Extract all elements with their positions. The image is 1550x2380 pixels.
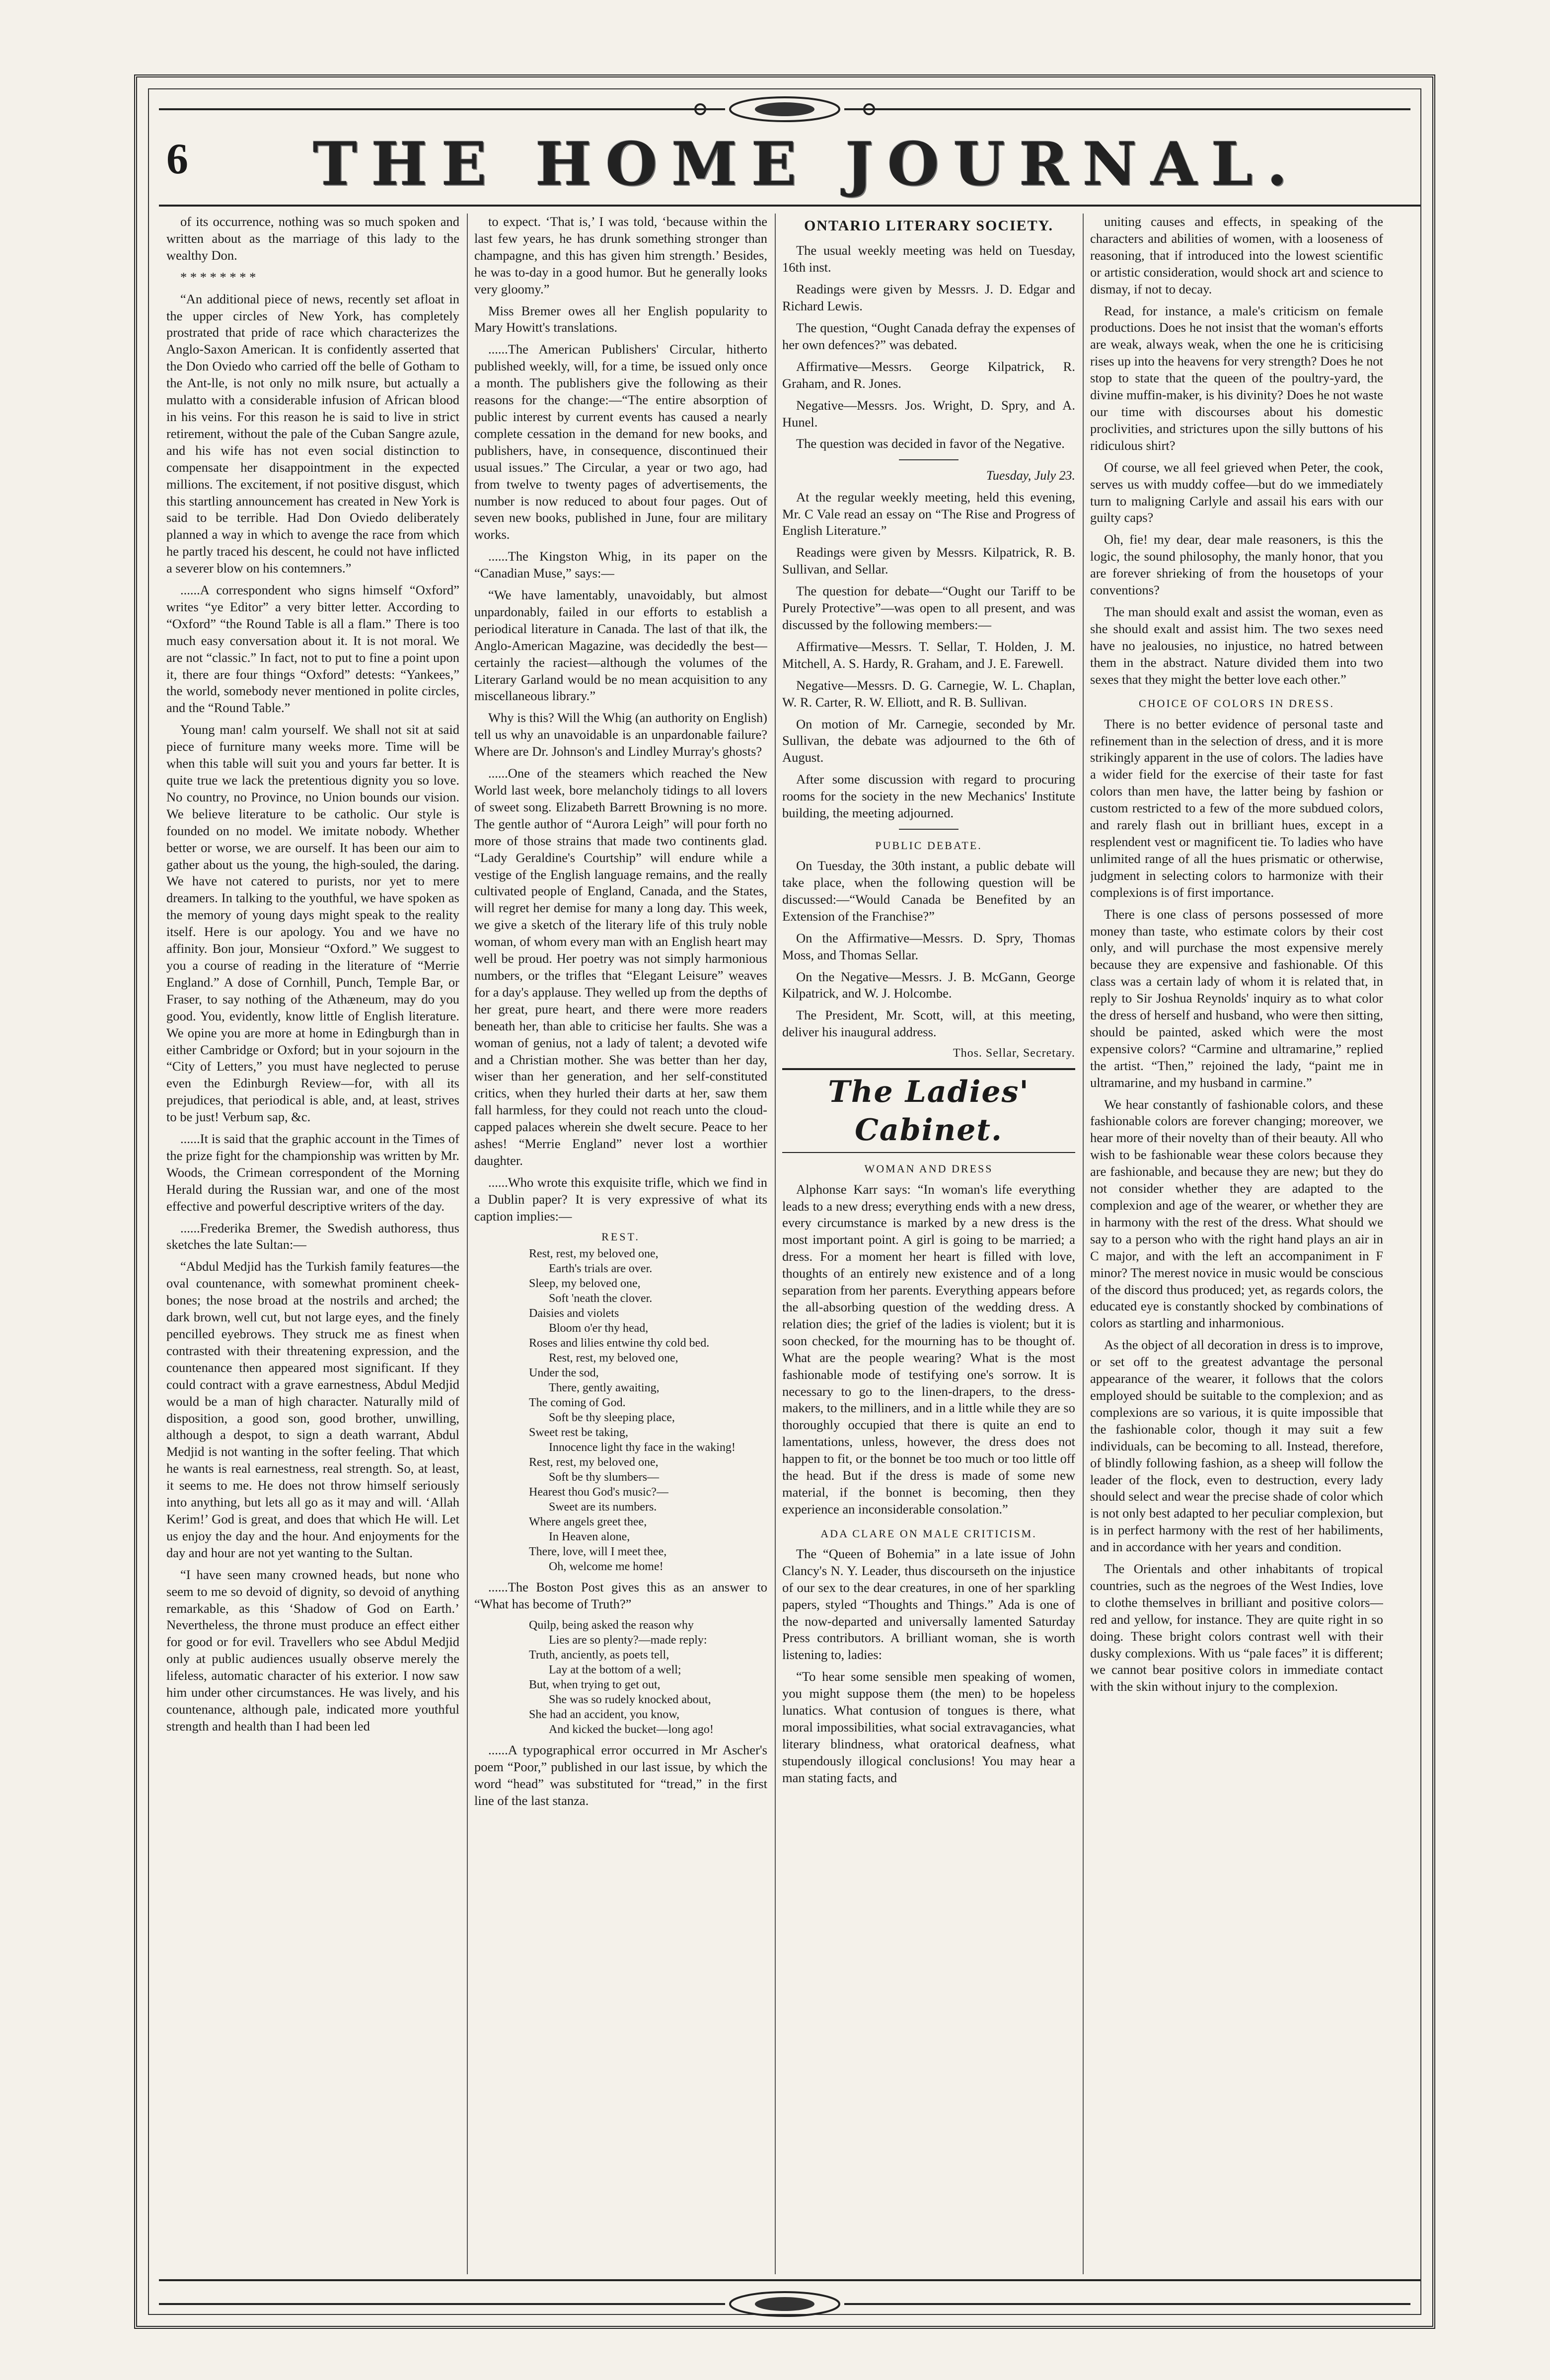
society-paragraph: Negative—Messrs. D. G. Carnegie, W. L. Chaplan, W. R. Carter, R. W. Elliott, and R. B. Sullivan. <box>782 677 1075 710</box>
article-paragraph: ......It is said that the graphic account in the Times of the prize fight for the championship was written by Mr. Woods, the Crimean correspondent of the Morning Herald during the Russian war, and one of the most effective and powerful descriptive writers of the day. <box>166 1131 459 1214</box>
poem-rest <box>529 1230 767 1575</box>
poem-line: She was so rudely knocked about, <box>549 1693 711 1706</box>
bottom-rule <box>159 2279 1420 2281</box>
poem-line: Sweet rest be taking, <box>529 1426 628 1440</box>
poem-line: Soft be thy sleeping place, <box>549 1411 675 1425</box>
page-number: 6 <box>166 135 188 183</box>
society-paragraph: Negative—Messrs. Jos. Wright, D. Spry, and A. Hunel. <box>782 397 1075 430</box>
colors-paragraph: There is one class of persons possessed of more money than taste, who estimate colors by their cost only, and will purchase the most expensive merely because they are expensive and fashionable. Of this class was a certain lady of whom it is related that, in reply to Sir Joshua Reynolds' inquiry as to what color the dress of herself and husband, who were then sitting, should be painted, asked which were the most expensive colors? “Carmine and ultramarine,” replied the artist. “Then,” rejoined the lady, “paint me in ultramarine, and my husband in carmine.” <box>1090 906 1383 1090</box>
criticism-paragraph: Oh, fie! my dear, dear male reasoners, is this the logic, the sound philosophy, the manly honor, that you are forever shrieking of from the housetops of your conventions? <box>1090 532 1383 598</box>
column-4 <box>1090 214 1383 2274</box>
society-paragraph: The question for debate—“Ought our Tariff to be Purely Protective”—was open to all present, and was discussed by the following members:— <box>782 583 1075 632</box>
debate-paragraph: On Tuesday, the 30th instant, a public debate will take place, when the following question will be discussed:—“Would Canada be Benefited by an Extension of the Franchise?” <box>782 858 1075 924</box>
short-rule <box>899 829 959 830</box>
column-separator <box>775 214 776 2274</box>
poem-line: Hearest thou God's music?— <box>529 1486 668 1499</box>
poem-line: Where angels greet thee, <box>529 1515 647 1529</box>
poem-line: Rest, rest, my beloved one, <box>549 1352 678 1365</box>
masthead-rule <box>159 205 1420 207</box>
poem-line: Daisies and violets <box>529 1307 619 1320</box>
debate-paragraph: On the Affirmative—Messrs. D. Spry, Thomas Moss, and Thomas Sellar. <box>782 930 1075 962</box>
colors-paragraph: The Orientals and other inhabitants of tropical countries, such as the negroes of the West Indies, love to clothe themselves in brilliant and positive colors—red and yellow, for instance. They are quite right in so doing. These bright colors contrast well with their dusky complexions. With us “pale faces” it is different; we cannot bear positive colors in immediate contact with the skin without injury to the complexion. <box>1090 1561 1383 1694</box>
poem-line: Innocence light thy face in the waking! <box>549 1441 736 1454</box>
society-paragraph: At the regular weekly meeting, held this evening, Mr. C Vale read an essay on “The Rise and Progress of English Literature.” <box>782 489 1075 538</box>
ladies-cabinet-banner: The Ladies' Cabinet. <box>782 1068 1075 1154</box>
society-paragraph: Affirmative—Messrs. T. Sellar, T. Holden, J. M. Mitchell, A. S. Hardy, R. Graham, and J. E. Farewell. <box>782 639 1075 671</box>
poem-line: There, gently awaiting, <box>549 1381 660 1395</box>
article-paragraph: “I have seen many crowned heads, but none who seem to me so devoid of dignity, so devoid of anything remarkable, as this ‘Shadow of God on Earth.’ Nevertheless, the throne must produce an effect either for good or for evil. Travellers who see Abdul Medjid only at public audiences usually observe merely the lifeless, automatic character of his exterior. I now saw him under other circumstances. He was lively, and his countenance, although pale, indicated more youthful strength and health than I had been led <box>166 1567 459 1733</box>
boston-post-paragraph: ......The Boston Post gives this as an answer to “What has become of Truth?” <box>474 1580 767 1611</box>
criticism-paragraph: The man should exalt and assist the woman, even as she should exalt and assist him. The two sexes need have no jealousies, no injustice, no hatred between them in the abstract. Nature divided them into two sexes that they might the better love each other.” <box>1090 604 1383 687</box>
society-paragraph: Readings were given by Messrs. J. D. Edgar and Richard Lewis. <box>782 282 1075 314</box>
criticism-paragraph: “To hear some sensible men speaking of women, you might suppose them (the men) to be hopeless lunatics. What contusion of tongues is there, what moral impossibilities, what social extravagancies, what literary blindness, what oratorical deafness, what stupendously illogical conclusions! You may hear a man stating facts, and <box>782 1669 1075 1785</box>
poem-line: In Heaven alone, <box>549 1530 630 1544</box>
public-debate-heading: PUBLIC DEBATE. <box>875 839 982 852</box>
debate-paragraph: The President, Mr. Scott, will, at this meeting, deliver his inaugural address. <box>782 1008 1075 1040</box>
article-paragraph: ......The American Publishers' Circular, hitherto published weekly, will, for a time, be issued only once a month. The publishers give the following as their reasons for the change:—“The entire absorption of public interest by current events has caused a nearly complete cessation in the demand for new books, and publishers, have, in consequence, discontinued their usual issues.” The Circular, a year or two ago, had from twelve to twenty pages of advertisements, the number is now reduced to about four pages. Out of seven new books, published in June, four are military works. <box>474 342 767 542</box>
poem-line: Truth, anciently, as poets tell, <box>529 1648 669 1661</box>
society-heading: ONTARIO LITERARY SOCIETY. <box>804 217 1054 234</box>
article-paragraph: of its occurrence, nothing was so much spoken and written about as the marriage of this lady to the wealthy Don. <box>166 214 459 263</box>
article-paragraph: Young man! calm yourself. We shall not sit at said piece of furniture many weeks more. Time will be when this table will suit you and yours far better. It is quite true we lack the pretentious dignity you so love. No country, no Province, no Union bounds our vision. We believe literature to be catholic. Our style is founded on no model. We imitate nobody. Whether better or worse, we are ourself. It has been our aim to gather about us the young, the high-souled, the daring. We have not catered to purists, nor yet to mere dreamers. In talking to the youthful, we have spoken as the memory of young days might speak to the reality itself. Here is our apology. You and we have no affinity. Bon jour, Monsieur “Oxford.” We suggest to you a course of reading in the literature of “Merrie England.” A dose of Cornhill, Punch, Temple Bar, or Fraser, to say nothing of the Athæneum, may do you good. You, evidently, know little of English literature. We opine you are more at home in Edingburgh than in either Cambridge or Oxford; but in your sojourn in the “City of Letters,” you must have neglected to peruse even the Edinburgh Review—for, with all its prejudices, that periodical is able, and, at least, strives to be just! Verbum sap, &c. <box>166 722 459 1125</box>
meeting-date: Tuesday, July 23. <box>986 468 1075 483</box>
society-paragraph: After some discussion with regard to procuring rooms for the society in the new Mechanics' Institute building, the meeting adjourned. <box>782 772 1075 821</box>
poem-line: Soft 'neath the clover. <box>549 1292 653 1305</box>
colors-paragraph: We hear constantly of fashionable colors, and these fashionable colors are forever changing; moreover, we hear more of their novelty than of their beauty. All who wish to be fashionable wear these colors because they are fashionable, and because they are new; but they do not consider whether they are adapted to the complexion and age of the wearer, or whether they are in harmony with the rest of the dress. What should we say to a person who with the right hand plays an air in C major, and with the left an accompaniment in F minor? The merest novice in music would be conscious of the discord thus produced; yet, as regards colors, the educated eye is constantly shocked by combinations of colors as startling and inharmonious. <box>1090 1096 1383 1331</box>
poem-line: But, when trying to get out, <box>529 1678 661 1691</box>
article-paragraph: Miss Bremer owes all her English popularity to Mary Howitt's translations. <box>474 303 767 335</box>
society-paragraph: The question, “Ought Canada defray the expenses of her own defences?” was debated. <box>782 320 1075 352</box>
criticism-paragraph: Read, for instance, a male's criticism on female productions. Does he not insist that the woman's efforts are weak, always weak, when the one he is criticising rises up into the heavens for very strength? Does he not stop to state that the queen of the poultry-yard, the divine muffin-maker, is his divinity? Does he not waste our time with discourses about his domestic proclivities, and strictures upon the silly buttons of his ridiculous shirt? <box>1090 303 1383 453</box>
article-paragraph: “An additional piece of news, recently set afloat in the upper circles of New York, has completely prostrated that pride of race which characterizes the Anglo-Saxon American. It is confidently asserted that the Don Oviedo who carried off the belle of Gotham to the Ant-lle, is not only no milk nsure, but actually a mulatto with a considerable infusion of African blood in his veins. For this reason he is said to live in strict retirement, without the pale of the Cuban Sangre azule, and his wife has not even social distinction to compensate her disappointment in the expected millions. The excitement, if not positive disgust, which this startling announcement has created in New York is said to be terrible. Had Don Oviedo deliberately planned a way in which to avenge the race from which he partly traced his descent, he could not have inflicted a severer blow on his contemners.” <box>166 291 459 576</box>
article-paragraph: * * * * * * * * <box>180 269 256 285</box>
masthead-title: THE HOME JOURNAL. <box>312 129 1302 199</box>
short-rule <box>899 459 959 460</box>
poem-line: Sleep, my beloved one, <box>529 1277 641 1291</box>
ada-clare-heading: ADA CLARE ON MALE CRITICISM. <box>820 1527 1037 1540</box>
criticism-paragraph: uniting causes and effects, in speaking of the characters and abilities of women, with a looseness of reasoning, that if introduced into the lowest scientific or artistic consideration, would shock art and science to dismay, if not to decay. <box>1090 214 1383 296</box>
column-2 <box>474 214 767 2274</box>
poem-line: Under the sod, <box>529 1367 599 1380</box>
article-paragraph: Why is this? Will the Whig (an authority on English) tell us why an unavoidable is an unpardonable failure? Where are Dr. Johnson's and Lindley Murray's ghosts? <box>474 710 767 759</box>
poem-line: Rest, rest, my beloved one, <box>529 1247 659 1261</box>
dress-paragraph: Alphonse Karr says: “In woman's life everything leads to a new dress; everything ends with a new dress, every circumstance is marked by a new dress is the most important point. A girl is going to be married; a dress. For a moment her heart is filled with love, thoughts of an entirely new existence and of a long separation from her parents. Everything appears before the all-absorbing question of the wedding dress. A relation dies; the grief of the ladies is violent; but it is soon checked, for the mourning has to be thought of. What are the people wearing? What is the most fashionable mode of testifying one's sorrow. It is necessary to go to the linen-drapers, to the dress-makers, to the milliners, and in a little while they are so thoroughly occupied that there is quite an end to lamentations, unless, however, the dress does not happen to fit, or the bonnet be too much or too little off the head. But if the dress is made of some new material, if the bonnet is becoming, then they experience an inconsiderable consolation.” <box>782 1181 1075 1516</box>
article-paragraph: “We have lamentably, unavoidably, but almost unpardonably, failed in our efforts to establish a periodical literature in Canada. The last of that ilk, the Anglo-American Magazine, was decidedly the best—certainly the raciest—although the volumes of the Literary Garland would be no mean acquisition to any miscellaneous library.” <box>474 587 767 704</box>
poem-truth <box>529 1618 767 1737</box>
bottom-ornament <box>139 2289 1430 2319</box>
criticism-paragraph: The “Queen of Bohemia” in a late issue of John Clancy's N. Y. Leader, thus discourseth on the injustice of our sex to the dear creatures, in one of her sparkling papers, styled “Thoughts and Things.” Ada is one of the now-departed and universally lamented Saturday Press contributors. A brilliant woman, she is worth listening to, ladies: <box>782 1546 1075 1662</box>
article-paragraph: ......A correspondent who signs himself “Oxford” writes “ye Editor” a very bitter letter. According to “Oxford” “the Round Table is all a flam.” There is too much easy conversation about it. It is not moral. We are not “classic.” In fact, not to put to fine a point upon it, there are four things “Oxford” detests: “Yankees,” the world, somebody never mentioned in polite circles, and the “Round Table.” <box>166 582 459 716</box>
poem-line: Bloom o'er thy head, <box>549 1322 649 1335</box>
column-3 <box>782 214 1075 2274</box>
poem-line: There, love, will I meet thee, <box>529 1545 667 1559</box>
society-paragraph: The question was decided in favor of the Negative. <box>796 436 1065 451</box>
typo-correction-paragraph: ......A typographical error occurred in Mr Ascher's poem “Poor,” published in our last issue, by which the word “head” was substituted for “tread,” in the first line of the last stanza. <box>474 1742 767 1808</box>
article-paragraph: ......One of the steamers which reached the New World last week, bore melancholy tidings to all lovers of sweet song. Elizabeth Barrett Browning is no more. The gentle author of “Aurora Leigh” will pour forth no more of those strains that made two continents glad. “Lady Geraldine's Courtship” will endure while a vestige of the English language remains, and the really cultivated people of England, Canada, and the States, will regret her demise for many a long day. This week, we give a sketch of the literary life of this truly noble woman, of whom every man with an English heart may well be proud. Her poetry was not simply harmonious numbers, or the trifles that “Elegant Leisure” weaves for a day's applause. They welled up from the depths of her great, pure heart, and there were more readers beneath her, than able to criticise her faults. She was a woman of genius, not a lady of talent; a devoted wife and a Christian mother. She was better than her day, wiser than her generation, and her self-constituted critics, when they hurled their darts at her, saw them fall harmless, for they could not reach unto the cloud-capped palaces wherein she dwelt secure. Peace to her ashes! “Merrie England” never lost a worthier daughter. <box>474 766 767 1168</box>
poem-line: Lay at the bottom of a well; <box>549 1663 681 1676</box>
column-separator <box>1083 214 1084 2274</box>
society-paragraph: Affirmative—Messrs. George Kilpatrick, R. Graham, and R. Jones. <box>782 359 1075 391</box>
poem-line: The coming of God. <box>529 1396 626 1410</box>
poem-line: And kicked the bucket—long ago! <box>549 1723 714 1736</box>
woman-and-dress-heading: WOMAN AND DRESS <box>864 1162 993 1175</box>
debate-paragraph: On the Negative—Messrs. J. B. McGann, George Kilpatrick, and W. J. Holcombe. <box>782 969 1075 1001</box>
poem-line: Lies are so plenty?—made reply: <box>549 1633 707 1647</box>
top-ornament <box>139 94 1430 124</box>
colors-paragraph: As the object of all decoration in dress is to improve, or set off to the greatest advantage the personal appearance of the wearer, it follows that the colors employed should be suitable to the complexion; and as complexions are so various, it is quite impossible that the fashionable color, though it may suit a few individuals, can be becoming to all. Instead, therefore, of blindly following fashion, as a sheep will follow the leader of the flock, even to destruction, every lady should select and wear the precise shade of color which is not only best adapted to her peculiar complexion, but is in perfect harmony with the rest of her habiliments, and in accordance with her years and condition. <box>1090 1337 1383 1555</box>
column-separator <box>467 214 468 2274</box>
poem-line: Oh, welcome me home! <box>549 1560 664 1574</box>
secretary-signature: Thos. Sellar, Secretary. <box>953 1047 1075 1060</box>
poem-line: Quilp, being asked the reason why <box>529 1618 694 1632</box>
poem-line: Earth's trials are over. <box>549 1262 653 1276</box>
poem-line: Roses and lilies entwine thy cold bed. <box>529 1337 710 1350</box>
article-paragraph: ......Who wrote this exquisite trifle, which we find in a Dublin paper? It is very expressive of what its caption implies:— <box>474 1174 767 1224</box>
article-paragraph: to expect. ‘That is,’ I was told, ‘because within the last few years, he has drunk something stronger than champagne, and this has given him strength.’ Besides, he was to-day in a good humor. But he generally looks very gloomy.” <box>474 214 767 296</box>
article-paragraph: ......The Kingston Whig, in its paper on the “Canadian Muse,” says:— <box>474 549 767 581</box>
society-paragraph: The usual weekly meeting was held on Tuesday, 16th inst. <box>782 243 1075 275</box>
column-1 <box>166 214 459 2274</box>
article-paragraph: “Abdul Medjid has the Turkish family features—the oval countenance, with somewhat prominent cheek-bones; the nose broad at the nostrils and arched; the dark brown, well cut, but not large eyes, and the finely pencilled eyebrows. They struck me as finest when contrasted with their threatening expression, and the countenance then appeared most significant. If they could contract with a grave earnestness, Abdul Medjid would be a man of high character. Naturally mild of disposition, a good son, good brother, unwilling, although a despot, to sign a death warrant, Abdul Medjid is not wanting in the softer feeling. That which he wants is real earnestness, real strength. So, at least, it seems to me. He does not throw himself seriously into anything, but lets all go as it may and will. ‘Allah Kerim!’ God is great, and does that which He will. Let us enjoy the day and the hour. And enjoyments for the day and hour are not yet wanting to the Sultan. <box>166 1259 459 1560</box>
society-paragraph: Readings were given by Messrs. Kilpatrick, R. B. Sullivan, and Sellar. <box>782 545 1075 577</box>
poem-line: Soft be thy slumbers— <box>549 1471 659 1484</box>
article-paragraph: ......Frederika Bremer, the Swedish authoress, thus sketches the late Sultan:— <box>166 1220 459 1252</box>
poem-line: She had an accident, you know, <box>529 1708 680 1721</box>
colors-paragraph: There is no better evidence of personal taste and refinement than in the selection of dress, and it is more strikingly apparent in the use of colors. The ladies have a wider field for the exercise of their taste for fast colors than men have, the latter being by fashion or custom restricted to a few of the more subdued colors, and rarely flash out in brilliant hues, except in a resplendent vest or magnificent tie. To ladies who have unlimited range of all the hues prismatic or otherwise, judgment in selecting colors to harmonize with their complexions is of first importance. <box>1090 716 1383 900</box>
poem-line: Sweet are its numbers. <box>549 1501 657 1514</box>
society-paragraph: On motion of Mr. Carnegie, seconded by Mr. Sullivan, the debate was adjourned to the 6th of August. <box>782 716 1075 765</box>
poem-line: Rest, rest, my beloved one, <box>529 1456 659 1469</box>
criticism-paragraph: Of course, we all feel grieved when Peter, the cook, serves us with muddy coffee—but do we immediately turn to maligning Carlyle and assail his ears with our guilty caps? <box>1090 459 1383 525</box>
choice-of-colors-heading: CHOICE OF COLORS IN DRESS. <box>1139 697 1334 710</box>
poem-title: REST. <box>601 1230 640 1243</box>
